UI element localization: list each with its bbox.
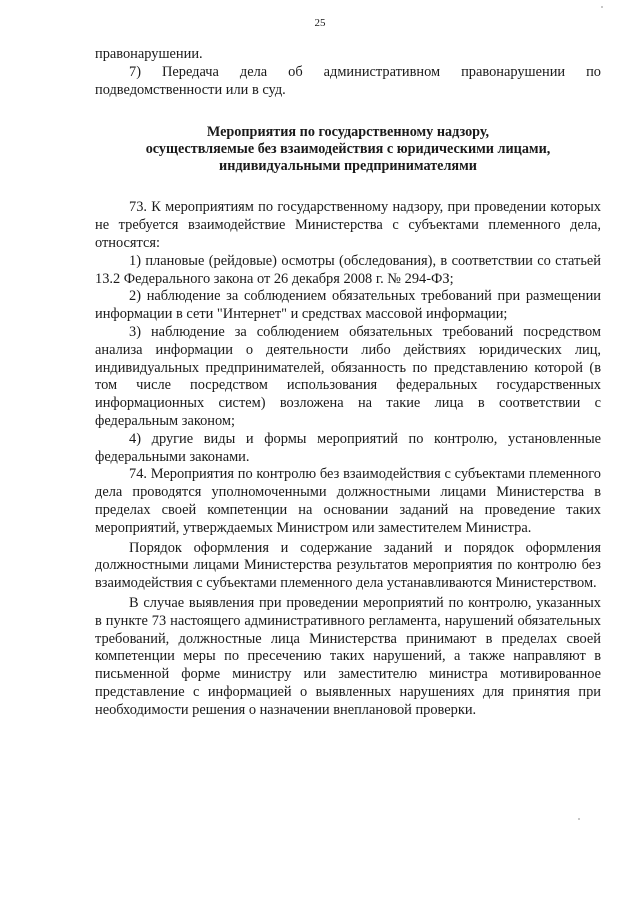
list-item-1: 1) плановые (рейдовые) осмотры (обследования), в соответствии со статьей 13.2 Федерального закона от 26 декабря 2008 г. № 294-ФЗ;: [95, 252, 601, 287]
paragraph-procedure: Порядок оформления и содержание заданий и порядок оформления должностными лицами Министерства результатов мероприятия по контролю без взаимодействия с субъектами племенного дела устанавливаются Министерством.: [95, 539, 601, 592]
section-heading: [95, 124, 601, 175]
list-item-2: 2) наблюдение за соблюдением обязательных требований при размещении информации в сети "Интернет" и средствах массовой информации;: [95, 288, 601, 323]
heading-line-1: Мероприятия по государственному надзору,: [206, 124, 490, 141]
page-number: 25: [314, 17, 326, 29]
heading-line-2: осуществляемые без взаимодействия с юридическими лицами,: [145, 141, 551, 158]
page-content: [95, 46, 601, 720]
scan-speck-top: [601, 6, 603, 8]
heading-line-3: индивидуальными предпринимателями: [219, 158, 477, 175]
paragraph-73: 73. К мероприятиям по государственному надзору, при проведении которых не требуется взаимодействие Министерства с субъектами племенного дела, относятся:: [95, 199, 601, 251]
lead-fragment: правонарушении.: [95, 46, 203, 62]
paragraph-74: 74. Мероприятия по контролю без взаимодействия с субъектами племенного дела проводятся уполномоченными должностными лицами Министерства в пределах своей компетенции на основании заданий на проведение таких мероприятий, утверждаемых Министром или заместителем Министра.: [95, 466, 601, 536]
paragraph-violations: В случае выявления при проведении мероприятий по контролю, указанных в пункте 73 настоящего административного регламента, нарушений обязательных требований, должностные лица Министерства принимают в пределах своей компетенции меры по пресечению таких нарушений, а также направляют в письменной форме министру или заместителю министра мотивированное представление с информацией о выявленных нарушениях для принятия при необходимости решения о назначении внеплановой проверки.: [95, 594, 601, 718]
list-item-3: 3) наблюдение за соблюдением обязательных требований посредством анализа информации о деятельности либо действиях юридических лиц, индивидуальных предпринимателей, обязанность по представлению которой (в том числе посредством использования федеральных государственных информационных систем) возложена на такие лица в соответствии с федеральным законом;: [95, 323, 601, 429]
scan-speck-margin: [578, 818, 580, 820]
list-item-4: 4) другие виды и формы мероприятий по контролю, установленные федеральными законами.: [95, 430, 601, 465]
list-item-7: 7) Передача дела об административном правонарушении по подведомственности или в суд.: [95, 63, 601, 98]
